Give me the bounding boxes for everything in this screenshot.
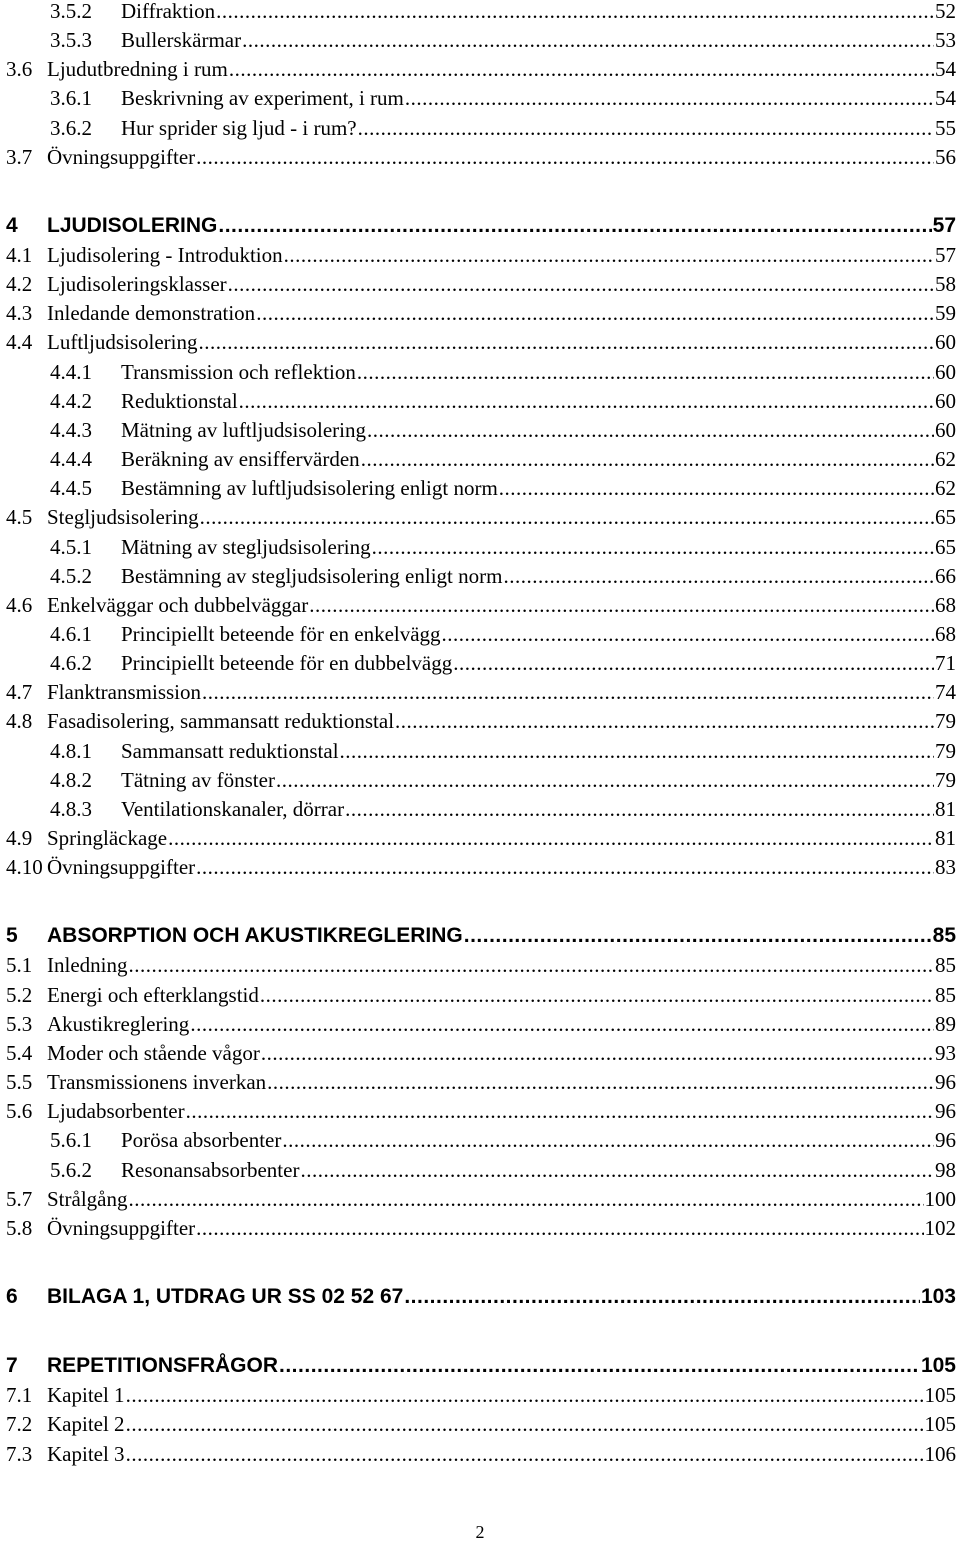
toc-entry-title: Ljudabsorbenter: [47, 1099, 185, 1123]
toc-entry-page: 81: [935, 826, 956, 850]
toc-dot-leader: [190, 1010, 934, 1038]
toc-dot-leader: [279, 1352, 920, 1380]
toc-entry-number: 4.5.1: [50, 535, 92, 559]
toc-entry-title: Fasadisolering, sammansatt reduktionstal: [47, 709, 395, 733]
toc-entry[interactable]: [50, 0, 956, 25]
toc-entry[interactable]: [6, 707, 956, 735]
toc-dot-leader: [300, 1156, 934, 1184]
toc-entry-title: Hur sprider sig ljud - i rum?: [121, 116, 357, 140]
toc-entry[interactable]: [6, 1440, 956, 1468]
toc-entry-page: 105: [924, 1383, 956, 1407]
toc-entry-number: 4.3: [6, 301, 33, 325]
toc-entry-number: 3.5.3: [50, 28, 92, 52]
toc-entry-title: Mätning av stegljudsisolering: [121, 535, 371, 559]
toc-entry-number: 4.8.3: [50, 797, 92, 821]
toc-entry-title: Beskrivning av experiment, i rum: [121, 86, 404, 110]
toc-entry[interactable]: [6, 591, 956, 619]
toc-dot-leader: [340, 737, 934, 765]
toc-entry-number: 5.5: [6, 1070, 33, 1094]
toc-entry-page: 100: [924, 1187, 956, 1211]
toc-entry-number: 3.5.2: [50, 0, 92, 23]
toc-entry[interactable]: [6, 1381, 956, 1409]
toc-entry-number: 4.5.2: [50, 564, 92, 588]
toc-entry-title: BILAGA 1, UTDRAG UR SS 02 52 67: [47, 1285, 404, 1308]
toc-entry-number: 4.4.4: [50, 447, 92, 471]
toc-entry-page: 54: [935, 86, 956, 110]
toc-entry-title: Övningsuppgifter: [47, 145, 196, 169]
toc-entry-page: 89: [935, 1012, 956, 1036]
toc-entry-title: Transmissionens inverkan: [47, 1070, 267, 1094]
toc-entry-page: 79: [935, 739, 956, 763]
toc-dot-leader: [395, 707, 934, 735]
toc-entry-page: 62: [935, 447, 956, 471]
toc-entry-number: 7.3: [6, 1442, 33, 1466]
toc-entry-number: 3.6: [6, 57, 33, 81]
toc-entry-title: Transmission och reflektion: [121, 360, 356, 384]
toc-entry-title: Akustikreglering: [47, 1012, 190, 1036]
toc-entry[interactable]: [6, 241, 956, 269]
toc-entry-page: 60: [935, 389, 956, 413]
toc-entry-title: Tätning av fönster: [121, 768, 275, 792]
toc-dot-leader: [309, 591, 934, 619]
toc-entry[interactable]: [6, 503, 956, 531]
toc-entry-page: 98: [935, 1158, 956, 1182]
toc-entry-number: 4.4.1: [50, 360, 92, 384]
toc-entry[interactable]: [6, 1214, 956, 1242]
toc-entry-page: 55: [935, 116, 956, 140]
toc-entry-page: 96: [935, 1128, 956, 1152]
toc-entry-page: 65: [935, 535, 956, 559]
toc-entry-number: 5.6.1: [50, 1128, 92, 1152]
toc-entry[interactable]: [50, 737, 956, 765]
toc-dot-leader: [361, 445, 934, 473]
toc-dot-leader: [372, 533, 934, 561]
toc-entry[interactable]: [50, 562, 956, 590]
toc-dot-leader: [128, 951, 934, 979]
toc-entry-title: Kapitel 3: [47, 1442, 125, 1466]
toc-entry-title: Resonansabsorbenter: [121, 1158, 300, 1182]
toc-dot-leader: [261, 1039, 934, 1067]
toc-dot-leader: [256, 299, 934, 327]
toc-entry[interactable]: [50, 416, 956, 444]
toc-entry-page: 57: [932, 214, 956, 237]
toc-dot-leader: [128, 1185, 923, 1213]
toc-entry[interactable]: [50, 445, 956, 473]
toc-entry[interactable]: [6, 1410, 956, 1438]
toc-entry[interactable]: [6, 922, 956, 950]
toc-dot-leader: [126, 1440, 924, 1468]
toc-dot-leader: [276, 766, 934, 794]
toc-entry-number: 3.6.2: [50, 116, 92, 140]
toc-dot-leader: [202, 678, 934, 706]
toc-entry-number: 4.6.1: [50, 622, 92, 646]
toc-entry-title: Springläckage: [47, 826, 168, 850]
toc-entry-number: 4.1: [6, 243, 33, 267]
toc-entry-page: 79: [935, 709, 956, 733]
toc-entry-title: Principiellt beteende för en dubbelvägg: [121, 651, 453, 675]
toc-entry-number: 4.7: [6, 680, 33, 704]
toc-dot-leader: [218, 212, 931, 240]
toc-entry-page: 103: [920, 1285, 956, 1308]
toc-entry-title: Kapitel 2: [47, 1412, 125, 1436]
toc-dot-leader: [196, 1214, 923, 1242]
toc-dot-leader: [168, 824, 934, 852]
toc-entry[interactable]: [6, 1039, 956, 1067]
toc-entry-page: 106: [924, 1442, 956, 1466]
toc-entry-title: Reduktionstal: [121, 389, 238, 413]
toc-entry-number: 4.10: [6, 855, 43, 879]
toc-entry-page: 96: [935, 1099, 956, 1123]
toc-entry[interactable]: [6, 1068, 956, 1096]
toc-entry-title: Strålgång: [47, 1187, 128, 1211]
toc-entry[interactable]: [6, 55, 956, 83]
toc-entry-page: 56: [935, 145, 956, 169]
toc-entry-page: 85: [935, 953, 956, 977]
toc-entry-title: Inledande demonstration: [47, 301, 256, 325]
toc-entry-title: Övningsuppgifter: [47, 855, 196, 879]
toc-dot-leader: [282, 1126, 934, 1154]
toc-entry[interactable]: [6, 270, 956, 298]
toc-dot-leader: [358, 114, 934, 142]
toc-entry-page: 71: [935, 651, 956, 675]
toc-entry-title: Flanktransmission: [47, 680, 202, 704]
toc-entry-page: 85: [935, 983, 956, 1007]
toc-entry[interactable]: [50, 620, 956, 648]
toc-entry-number: 4.5: [6, 505, 33, 529]
toc-entry-title: Övningsuppgifter: [47, 1216, 196, 1240]
toc-entry[interactable]: [6, 824, 956, 852]
toc-dot-leader: [284, 241, 934, 269]
toc-entry-number: 5.6: [6, 1099, 33, 1123]
toc-dot-leader: [357, 358, 934, 386]
toc-dot-leader: [442, 620, 934, 648]
toc-entry[interactable]: [6, 212, 956, 240]
toc-entry-title: Luftljudsisolering: [47, 330, 198, 354]
toc-entry-page: 54: [935, 57, 956, 81]
toc-entry-number: 4.6: [6, 593, 33, 617]
toc-entry-page: 81: [935, 797, 956, 821]
toc-entry-number: 5.7: [6, 1187, 33, 1211]
toc-entry[interactable]: [6, 299, 956, 327]
toc-entry[interactable]: [50, 795, 956, 823]
toc-entry-title: Principiellt beteende för en enkelvägg: [121, 622, 441, 646]
toc-dot-leader: [200, 503, 934, 531]
toc-entry[interactable]: [6, 1352, 956, 1380]
toc-dot-leader: [404, 1283, 920, 1311]
toc-entry-title: LJUDISOLERING: [47, 214, 218, 237]
toc-entry-title: Bestämning av stegljudsisolering enligt norm: [121, 564, 503, 588]
toc-entry[interactable]: [6, 1283, 956, 1311]
toc-entry[interactable]: [50, 1126, 956, 1154]
toc-entry-number: 4.6.2: [50, 651, 92, 675]
toc-entry-title: Ljudisoleringsklasser: [47, 272, 227, 296]
toc-entry-page: 68: [935, 622, 956, 646]
toc-dot-leader: [242, 26, 934, 54]
toc-dot-leader: [126, 1381, 924, 1409]
toc-dot-leader: [464, 922, 932, 950]
toc-entry[interactable]: [50, 387, 956, 415]
toc-entry-page: 60: [935, 418, 956, 442]
toc-entry-page: 83: [935, 855, 956, 879]
toc-entry-page: 102: [924, 1216, 956, 1240]
toc-entry-number: 5.6.2: [50, 1158, 92, 1182]
toc-entry[interactable]: [6, 678, 956, 706]
toc-entry-number: 7.1: [6, 1383, 33, 1407]
toc-entry-title: Kapitel 1: [47, 1383, 125, 1407]
toc-dot-leader: [229, 55, 934, 83]
toc-entry-page: 79: [935, 768, 956, 792]
toc-entry-title: Sammansatt reduktionstal: [121, 739, 339, 763]
toc-dot-leader: [260, 981, 934, 1009]
toc-entry-title: Ventilationskanaler, dörrar: [121, 797, 345, 821]
toc-entry[interactable]: [50, 26, 956, 54]
toc-dot-leader: [228, 270, 934, 298]
toc-dot-leader: [503, 562, 934, 590]
toc-entry[interactable]: [6, 143, 956, 171]
toc-entry-title: Porösa absorbenter: [121, 1128, 282, 1152]
toc-dot-leader: [196, 853, 934, 881]
toc-entry[interactable]: [6, 1185, 956, 1213]
page-number-footer: 2: [475, 1522, 485, 1542]
toc-entry[interactable]: [6, 853, 956, 881]
toc-dot-leader: [405, 84, 934, 112]
toc-entry-number: 4: [6, 214, 18, 237]
toc-entry-page: 68: [935, 593, 956, 617]
toc-entry[interactable]: [50, 1156, 956, 1184]
toc-entry-title: Energi och efterklangstid: [47, 983, 259, 1007]
toc-entry-number: 3.7: [6, 145, 33, 169]
toc-entry-number: 4.4.2: [50, 389, 92, 413]
toc-entry-number: 4.4.5: [50, 476, 92, 500]
toc-entry-number: 4.4: [6, 330, 33, 354]
toc-entry-page: 60: [935, 360, 956, 384]
toc-entry[interactable]: [50, 649, 956, 677]
toc-entry-page: 57: [935, 243, 956, 267]
toc-entry-title: Bestämning av luftljudsisolering enligt norm: [121, 476, 498, 500]
toc-dot-leader: [239, 387, 934, 415]
toc-entry-number: 4.2: [6, 272, 33, 296]
toc-entry[interactable]: [6, 981, 956, 1009]
toc-entry-title: ABSORPTION OCH AKUSTIKREGLERING: [47, 924, 463, 947]
toc-entry-title: Stegljudsisolering: [47, 505, 199, 529]
toc-entry-title: Diffraktion: [121, 0, 216, 23]
toc-entry-page: 60: [935, 330, 956, 354]
toc-entry[interactable]: [50, 533, 956, 561]
toc-dot-leader: [345, 795, 934, 823]
toc-entry-number: 5.2: [6, 983, 33, 1007]
toc-entry[interactable]: [6, 1097, 956, 1125]
toc-entry-number: 4.8: [6, 709, 33, 733]
toc-entry[interactable]: [50, 84, 956, 112]
toc-entry-number: 5.1: [6, 953, 33, 977]
toc-entry-title: Ljudutbredning i rum: [47, 57, 228, 81]
toc-entry-number: 5: [6, 924, 18, 947]
toc-entry-title: Inledning: [47, 953, 128, 977]
toc-entry-number: 4.9: [6, 826, 33, 850]
toc-entry-number: 6: [6, 1285, 18, 1308]
toc-dot-leader: [499, 474, 934, 502]
toc-entry-page: 105: [924, 1412, 956, 1436]
toc-dot-leader: [199, 328, 935, 356]
toc-entry-page: 93: [935, 1041, 956, 1065]
toc-entry[interactable]: [6, 328, 956, 356]
toc-entry[interactable]: [6, 1010, 956, 1038]
toc-entry-title: Beräkning av ensiffervärden: [121, 447, 360, 471]
toc-entry-title: Ljudisolering - Introduktion: [47, 243, 283, 267]
toc-entry[interactable]: [50, 114, 956, 142]
toc-entry-title: Mätning av luftljudsisolering: [121, 418, 366, 442]
toc-dot-leader: [453, 649, 934, 677]
toc-entry-page: 62: [935, 476, 956, 500]
toc-entry-number: 5.4: [6, 1041, 33, 1065]
toc-entry-page: 58: [935, 272, 956, 296]
toc-entry-page: 74: [935, 680, 956, 704]
toc-entry-number: 4.8.2: [50, 768, 92, 792]
toc-dot-leader: [196, 143, 934, 171]
toc-entry[interactable]: [50, 358, 956, 386]
toc-entry-number: 4.8.1: [50, 739, 92, 763]
toc-entry-page: 53: [935, 28, 956, 52]
toc-entry-page: 65: [935, 505, 956, 529]
toc-entry-number: 5.3: [6, 1012, 33, 1036]
toc-dot-leader: [186, 1097, 934, 1125]
toc-entry-title: Moder och stående vågor: [47, 1041, 260, 1065]
toc-entry-page: 66: [935, 564, 956, 588]
toc-dot-leader: [267, 1068, 934, 1096]
toc-entry[interactable]: [50, 474, 956, 502]
toc-entry-page: 85: [932, 924, 956, 947]
toc-entry-page: 59: [935, 301, 956, 325]
toc-entry-page: 52: [935, 0, 956, 23]
toc-dot-leader: [126, 1410, 924, 1438]
toc-entry-title: REPETITIONSFRÅGOR: [47, 1354, 279, 1377]
toc-entry[interactable]: [50, 766, 956, 794]
toc-entry-title: Bullerskärmar: [121, 28, 242, 52]
toc-entry[interactable]: [6, 951, 956, 979]
toc-dot-leader: [216, 0, 934, 25]
toc-entry-page: 105: [920, 1354, 956, 1377]
toc-entry-number: 7.2: [6, 1412, 33, 1436]
toc-entry-title: Enkelväggar och dubbelväggar: [47, 593, 309, 617]
toc-entry-number: 3.6.1: [50, 86, 92, 110]
toc-entry-number: 4.4.3: [50, 418, 92, 442]
toc-entry-number: 7: [6, 1354, 18, 1377]
toc-entry-number: 5.8: [6, 1216, 33, 1240]
toc-entry-page: 96: [935, 1070, 956, 1094]
toc-dot-leader: [367, 416, 934, 444]
